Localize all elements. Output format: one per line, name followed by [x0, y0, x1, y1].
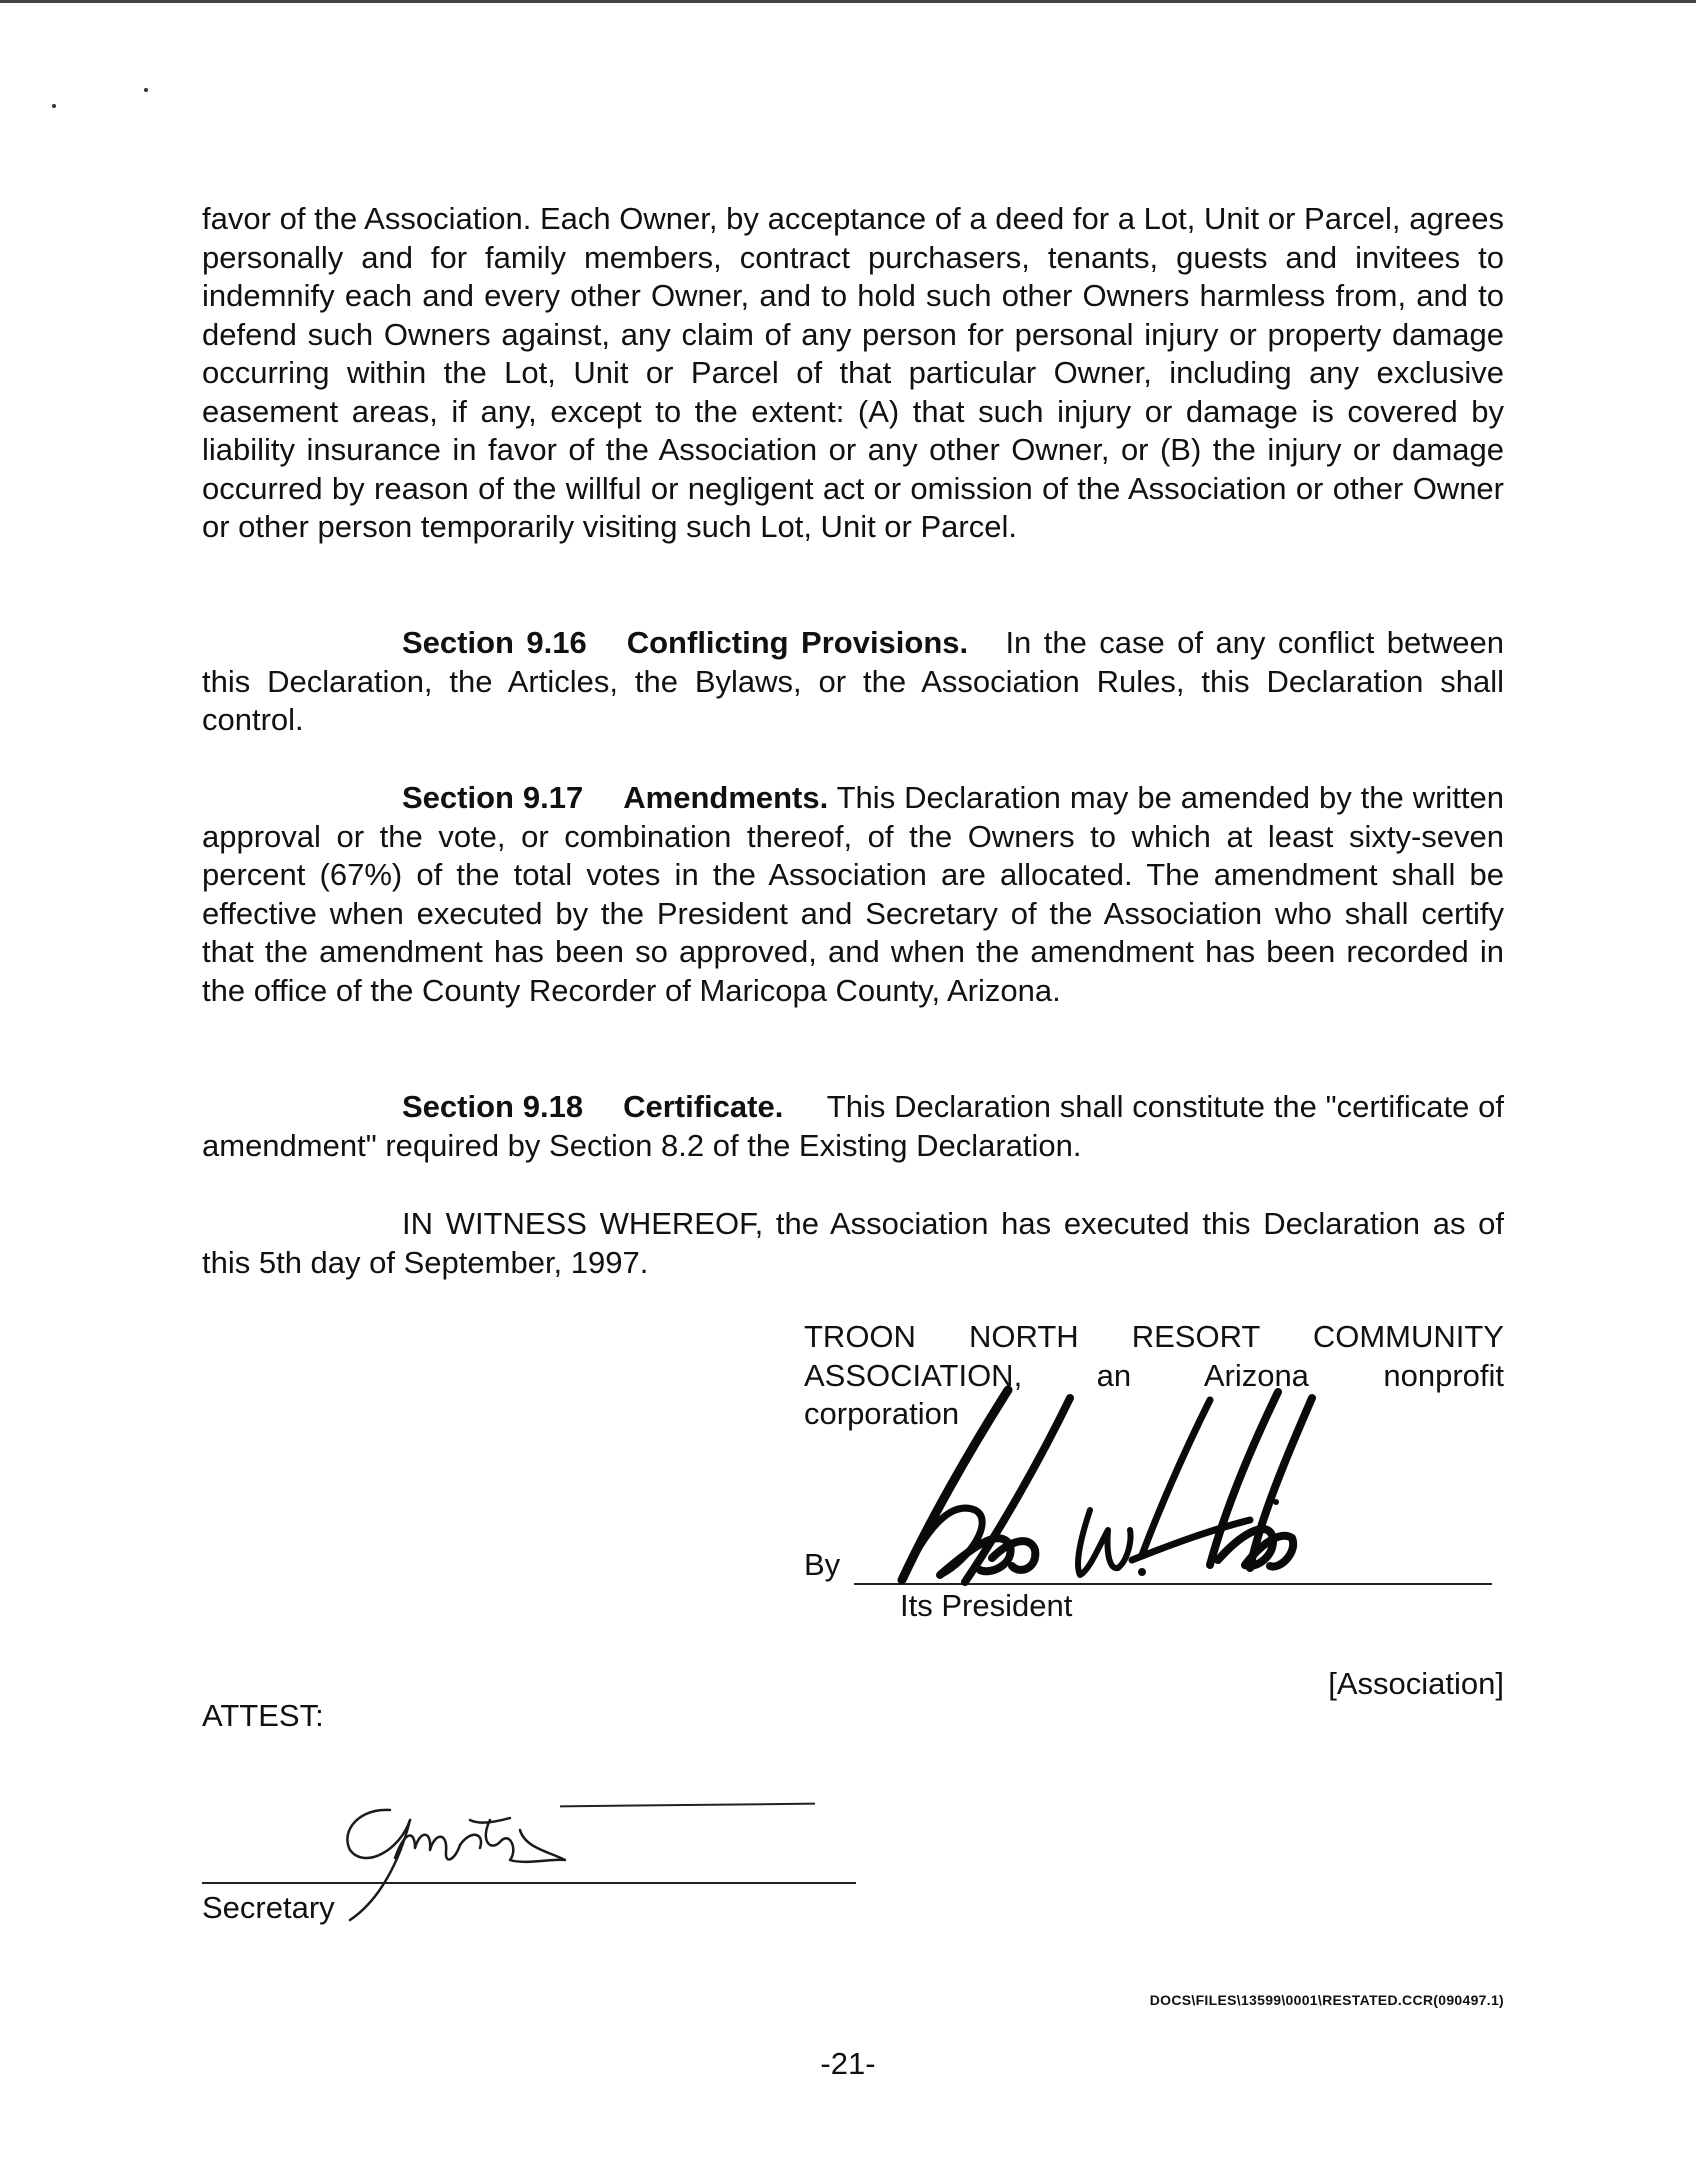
- scan-top-edge: [0, 0, 1696, 3]
- witness-text: IN WITNESS WHEREOF, the Association has executed this Declaration as of this 5th day of September, 1997.: [202, 1206, 1504, 1280]
- section-body: This Declaration shall constitute the "certificate of amendment" required by Section 8.2 of the Existing Declaration.: [202, 1089, 1504, 1163]
- paragraph-text: favor of the Association. Each Owner, by acceptance of a deed for a Lot, Unit or Parcel, agrees personally and for family members, contract purchasers, tenants, guests and invitees to indemnify each and every other Owner, and to hold such other Owners harmless from, and to defend such Owners against, any claim of any person for personal injury or property damage occurring within the Lot, Unit or Parcel of that particular Owner, including any exclusive easement areas, if any, except to the extent: (A) that such injury or damage is covered by liability insurance in favor of the Association or any other Owner, or (B) the injury or damage occurred by reason of the willful or negligent act or omission of the Association or other Owner or other person temporarily visiting such Lot, Unit or Parcel.: [202, 201, 1504, 544]
- signatory-name-line-3: corporation: [804, 1396, 960, 1431]
- section-title: Amendments.: [623, 780, 829, 815]
- party-label: [Association]: [1328, 1666, 1504, 1701]
- secretary-signature: [320, 1790, 580, 1930]
- section-body: In the case of any conflict between this Declaration, the Articles, the Bylaws, or the Association Rules, this Declaration shall control.: [202, 625, 1504, 737]
- section-number: Section 9.18: [402, 1089, 584, 1124]
- signatory-name-line-2: ASSOCIATION, an Arizona nonprofit: [804, 1357, 1504, 1393]
- attest-label: ATTEST:: [202, 1698, 324, 1733]
- section-title: Conflicting Provisions.: [626, 625, 969, 660]
- by-label: By: [804, 1547, 841, 1582]
- secretary-title: Secretary: [202, 1890, 335, 1925]
- section-title: Certificate.: [623, 1089, 784, 1124]
- president-title: Its President: [900, 1588, 1073, 1623]
- section-number: Section 9.17: [402, 780, 584, 815]
- section-body: This Declaration may be amended by the written approval or the vote, or combination thereof, of the Owners to which at least sixty-seven percent (67%) of the total votes in the Association are allocated. The amendment shall be effective when executed by the President and Secretary of the Association who shall certify that the amendment has been so approved, and when the amendment has been recorded in the office of the County Recorder of Maricopa County, Arizona.: [202, 780, 1505, 1008]
- secretary-signature-flourish: [560, 1803, 815, 1808]
- president-signature: [880, 1370, 1400, 1610]
- section-9-17: [202, 779, 1504, 1010]
- indemnification-paragraph: [202, 200, 1504, 547]
- section-9-16: [202, 624, 1504, 740]
- section-9-18: [202, 1088, 1504, 1165]
- section-number: Section 9.16: [402, 625, 587, 660]
- witness-clause: [202, 1205, 1504, 1282]
- document-reference: DOCS\FILES\13599\0001\RESTATED.CCR(090497.1): [1149, 1992, 1504, 2008]
- signatory-name-line-1: TROON NORTH RESORT COMMUNITY: [804, 1319, 1504, 1354]
- scan-speck: [52, 104, 56, 108]
- page-number: -21-: [820, 2046, 876, 2081]
- scan-speck: [144, 88, 148, 92]
